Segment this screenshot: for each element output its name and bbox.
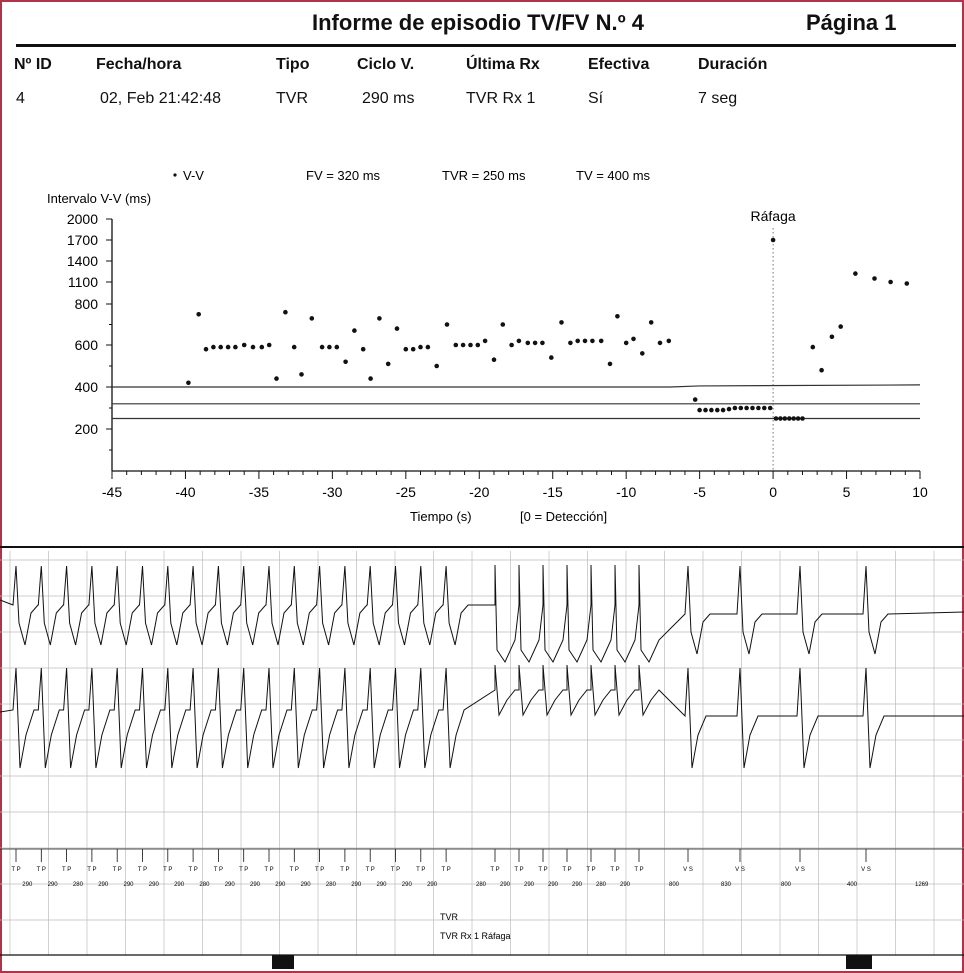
- strip-marker-bar: [846, 955, 872, 969]
- interval-value: 290: [571, 882, 583, 888]
- marker-label: T P: [314, 867, 325, 873]
- interval-value: 290: [376, 882, 387, 888]
- x-tick-label: -25: [395, 484, 416, 500]
- cell-type: TVR: [276, 90, 308, 107]
- interval-value: 290: [300, 882, 311, 888]
- x-axis-note: [0 = Detección]: [520, 509, 608, 524]
- interval-value: 290: [47, 882, 58, 888]
- x-tick-label: -35: [248, 484, 270, 500]
- legend-label: V-V: [183, 168, 204, 183]
- ecg-trace-lead-1: [0, 565, 964, 662]
- marker-label: V S: [861, 867, 871, 873]
- interval-value: 290: [523, 882, 535, 888]
- interval-end-value: 1269: [915, 882, 929, 888]
- marker-label: T P: [562, 867, 572, 873]
- y-tick-label: 200: [74, 421, 98, 437]
- marker-label: V S: [795, 867, 805, 873]
- y-tick-label: 2000: [66, 211, 98, 227]
- interval-value: 280: [72, 882, 83, 888]
- header-cycle: Ciclo V.: [357, 56, 415, 73]
- interval-value: 800: [780, 882, 792, 888]
- interval-value: 290: [547, 882, 559, 888]
- interval-value: 290: [427, 882, 438, 888]
- header-id: Nº ID: [14, 56, 52, 73]
- y-tick-label: 1400: [66, 253, 98, 269]
- marker-label: T P: [390, 867, 401, 873]
- marker-label: T P: [137, 867, 148, 873]
- x-tick-label: -5: [693, 484, 706, 500]
- y-tick-label: 800: [74, 296, 98, 312]
- marker-label: T P: [163, 867, 173, 873]
- y-tick-label: 1700: [66, 232, 98, 248]
- cell-effective: Sí: [588, 90, 604, 107]
- cell-last-rx: TVR Rx 1: [466, 90, 536, 107]
- y-tick-label: 600: [74, 337, 98, 353]
- interval-value: 290: [499, 882, 511, 888]
- y-tick-label: 1100: [67, 274, 98, 290]
- cell-cycle: 290 ms: [362, 90, 415, 107]
- x-tick-label: -20: [469, 484, 490, 500]
- rhythm-label: TVR: [440, 912, 458, 922]
- y-axis-label: Intervalo V-V (ms): [47, 191, 152, 206]
- header-duration: Duración: [698, 56, 768, 73]
- marker-label: T P: [264, 867, 274, 873]
- y-tick-label: 400: [74, 379, 98, 395]
- marker-label: V S: [683, 867, 693, 873]
- marker-label: T P: [514, 867, 524, 873]
- interval-value: 290: [224, 882, 235, 888]
- cell-id: 4: [16, 90, 25, 107]
- marker-label: T P: [11, 867, 21, 873]
- interval-value: 290: [98, 882, 109, 888]
- marker-label: T P: [416, 867, 426, 873]
- header-last-rx: Última Rx: [466, 56, 540, 73]
- x-tick-label: 10: [912, 484, 928, 500]
- interval-value: 290: [22, 882, 33, 888]
- interval-value: 290: [275, 882, 286, 888]
- interval-value: 290: [174, 882, 185, 888]
- header-datetime: Fecha/hora: [96, 56, 182, 73]
- marker-label: T P: [213, 867, 224, 873]
- marker-label: T P: [634, 867, 644, 873]
- x-tick-label: 5: [842, 484, 851, 500]
- header-type: Tipo: [276, 56, 310, 73]
- marker-label: T P: [61, 867, 72, 873]
- marker-label: T P: [365, 867, 375, 873]
- cell-duration: 7 seg: [698, 90, 738, 107]
- interval-value: 290: [123, 882, 134, 888]
- interval-value: 280: [199, 882, 210, 888]
- marker-label: T P: [289, 867, 299, 873]
- interval-value: 290: [249, 882, 261, 888]
- report-title: Informe de episodio TV/FV N.º 4: [312, 10, 644, 35]
- burst-annotation: Ráfaga: [750, 208, 796, 224]
- x-tick-label: -45: [101, 484, 123, 500]
- marker-label: T P: [188, 867, 198, 873]
- legend-threshold: FV = 320 ms: [306, 168, 381, 183]
- marker-label: T P: [340, 867, 350, 873]
- therapy-label: TVR Rx 1 Ráfaga: [440, 931, 511, 941]
- x-tick-label: -30: [322, 484, 343, 500]
- page-number: Página 1: [806, 10, 897, 35]
- marker-label: T P: [112, 867, 122, 873]
- marker-label: T P: [239, 867, 249, 873]
- interval-value: 290: [148, 882, 159, 888]
- marker-label: T P: [490, 867, 500, 873]
- interval-value: 280: [595, 882, 607, 888]
- interval-value: 290: [351, 882, 362, 888]
- interval-value: 290: [401, 882, 412, 888]
- interval-value: 400: [846, 882, 858, 888]
- interval-value: 290: [619, 882, 631, 888]
- marker-label: T P: [441, 867, 451, 873]
- x-tick-label: 0: [769, 484, 777, 500]
- interval-value: 280: [325, 882, 336, 888]
- marker-label: T P: [538, 867, 548, 873]
- marker-label: T P: [586, 867, 596, 873]
- interval-value: 280: [475, 882, 487, 888]
- x-tick-label: -15: [542, 484, 563, 500]
- x-tick-label: -10: [616, 484, 637, 500]
- interval-value: 800: [668, 882, 680, 888]
- legend-threshold: TVR = 250 ms: [442, 168, 526, 183]
- header-effective: Efectiva: [588, 56, 650, 73]
- strip-marker-bar: [272, 955, 294, 969]
- marker-label: T P: [610, 867, 620, 873]
- legend-threshold: TV = 400 ms: [576, 168, 651, 183]
- x-tick-label: -40: [175, 484, 196, 500]
- ecg-trace-lead-2: [0, 665, 964, 768]
- marker-label: V S: [735, 867, 745, 873]
- interval-value: 830: [720, 882, 732, 888]
- marker-label: T P: [36, 867, 46, 873]
- x-axis-label: Tiempo (s): [410, 509, 472, 524]
- marker-label: T P: [87, 867, 97, 873]
- cell-datetime: 02, Feb 21:42:48: [100, 90, 221, 107]
